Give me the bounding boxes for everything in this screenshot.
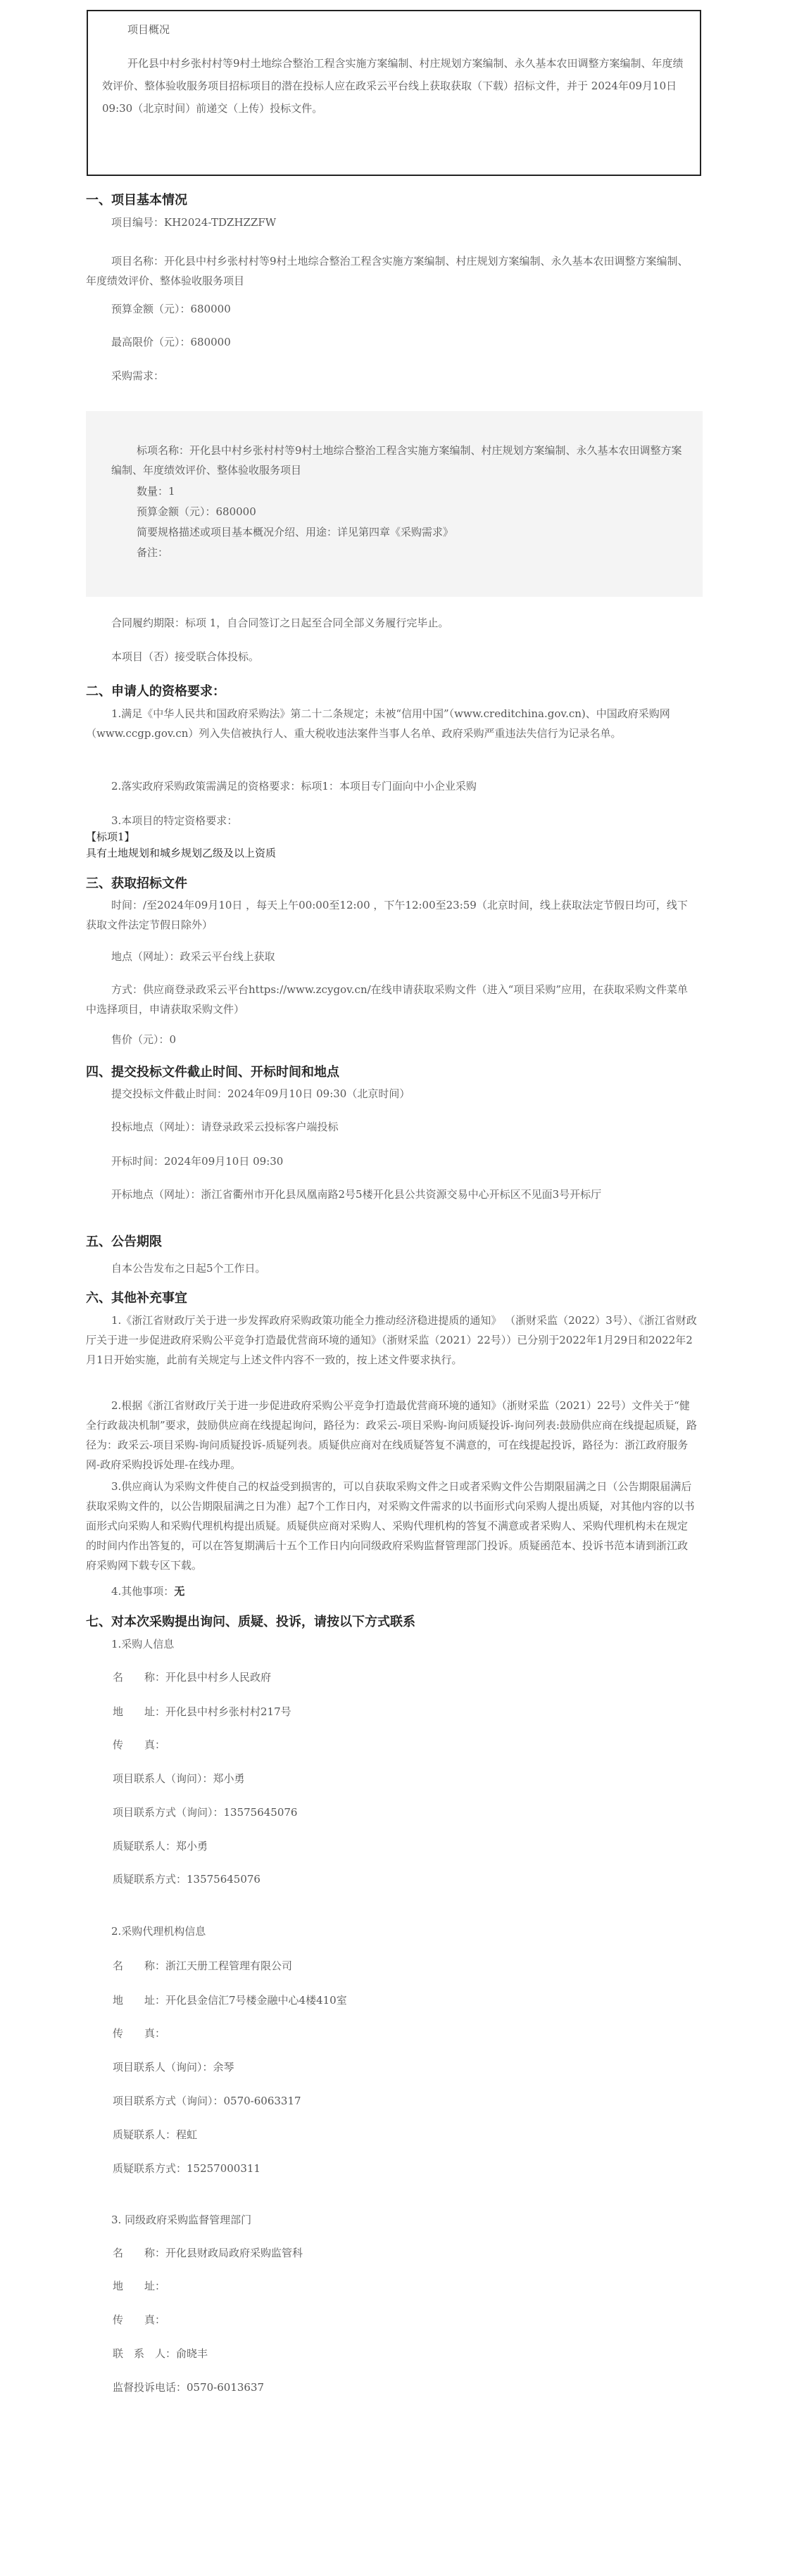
- lot-tag: 【标项1】: [86, 831, 135, 843]
- contract-period: 合同履约期限：标项 1，自合同签订之日起至合同全部义务履行完毕止。: [111, 617, 449, 629]
- qualification-item-3: 3.本项目的特定资格要求：: [111, 814, 238, 827]
- qualification-item-1: 1.满足《中华人民共和国政府采购法》第二十二条规定；未被“信用中国”（www.creditchina.gov.cn)、中国政府采购网（www.ccgp.gov.cn）列入失信被执行人、重大税收违法案件当事人名单、政府采购严重违法失信行为记录名单。: [86, 707, 670, 740]
- document-method: 方式：供应商登录政采云平台https://www.zcygov.cn/在线申请获取采购文件（进入“项目采购”应用，在获取采购文件菜单中选择项目，申请获取采购文件）: [86, 983, 689, 1016]
- section-heading-7: 七、对本次采购提出询问、质疑、投诉，请按以下方式联系: [86, 1615, 415, 1629]
- section-heading-4: 四、提交投标文件截止时间、开标时间和地点: [86, 1065, 339, 1080]
- supplement-4-label: 4.其他事项：: [111, 1585, 175, 1598]
- document-place: 地点（网址）：政采云平台线上获取: [111, 950, 275, 963]
- agent-fax: 传 真：: [113, 2027, 166, 2040]
- section-heading-5: 五、公告期限: [86, 1235, 162, 1249]
- supplement-4: [86, 1581, 697, 1601]
- opening-time: 开标时间：2024年09月10日 09:30: [111, 1155, 284, 1168]
- section-heading-3: 三、获取招标文件: [86, 876, 187, 891]
- budget-amount: 预算金额（元）：680000: [111, 303, 231, 315]
- buyer-address: 地 址：开化县中村乡张村村217号: [113, 1705, 291, 1718]
- lot-brief: 简要规格描述或项目基本概况介绍、用途：详见第四章《采购需求》: [137, 526, 454, 538]
- agent-question-phone: 质疑联系方式：15257000311: [113, 2162, 260, 2175]
- project-number: 项目编号：KH2024-TDZHZZFW: [111, 216, 277, 229]
- submission-deadline: 提交投标文件截止时间：2024年09月10日 09:30（北京时间）: [111, 1087, 410, 1100]
- agent-question-contact: 质疑联系人：程虹: [113, 2128, 198, 2141]
- buyer-question-phone: 质疑联系方式：13575645076: [113, 1873, 260, 1886]
- lot-budget: 预算金额（元）：680000: [137, 505, 256, 518]
- lot-specific-requirement: 具有土地规划和城乡规划乙级及以上资质: [86, 847, 277, 859]
- section-heading-2: 二、申请人的资格要求：: [86, 684, 225, 699]
- qualification-item-2: 2.落实政府采购政策需满足的资格要求：标项1：本项目专门面向中小企业采购: [111, 780, 477, 793]
- agent-name: 名 称：浙江天册工程管理有限公司: [113, 1959, 293, 1972]
- consortium-note: 本项目（否）接受联合体投标。: [111, 650, 260, 663]
- agent-address: 地 址：开化县金信汇7号楼金融中心4楼410室: [113, 1994, 347, 2007]
- gov-dept-contact: 联 系 人：俞晓丰: [113, 2347, 208, 2360]
- gov-dept-fax: 传 真：: [113, 2313, 166, 2326]
- supplement-2: 2.根据《浙江省财政厅关于进一步促进政府采购公平竞争打造最优营商环境的通知》（浙财采监（2021）22号）文件关于“健全行政裁决机制”要求，鼓励供应商在线提起询问，路径为：政采云-项目采购-询问质疑投诉-询问列表:鼓励供应商在线提起质疑，路径为：政采云-项目采购-询问质疑投诉-质疑列表。质疑供应商对在线质疑答复不满意的，可在线提起投诉，路径为：浙江政府服务网-政府采购投诉处理-在线办理。: [86, 1399, 697, 1471]
- supplement-1: 1.《浙江省财政厅关于进一步发挥政府采购政策功能全力推动经济稳进提质的通知》 （浙财采监（2022）3号）、《浙江省财政厅关于进一步促进政府采购公平竞争打造最优营商环境的通知》（浙财采监（2021）22号））已分别于2022年1月29日和2022年2月1日开始实施，此前有关规定与上述文件内容不一致的，按上述文件要求执行。: [86, 1314, 697, 1366]
- gov-dept-phone: 监督投诉电话：0570-6013637: [113, 2381, 265, 2394]
- supplement-3: 3.供应商认为采购文件使自己的权益受到损害的，可以自获取采购文件之日或者采购文件公告期限届满之日（公告期限届满后获取采购文件的，以公告期限届满之日为准）起7个工作日内，对采购文件需求的以书面形式向采购人提出质疑，对其他内容的以书面形式向采购人和采购代理机构提出质疑。质疑供应商对采购人、采购代理机构的答复不满意或者采购人、采购代理机构未在规定的时间内作出答复的，可以在答复期满后十五个工作日内向同级政府采购监督管理部门投诉。质疑函范本、投诉书范本请到浙江政府采购网下载专区下载。: [86, 1480, 695, 1572]
- summary-title: 项目概况: [127, 23, 170, 36]
- buyer-contact: 项目联系人（询问）：郑小勇: [113, 1772, 245, 1785]
- gov-dept-name: 名 称：开化县财政局政府采购监管科: [113, 2247, 303, 2259]
- gov-dept-title: 3. 同级政府采购监督管理部门: [111, 2214, 252, 2226]
- section-heading-6: 六、其他补充事宜: [86, 1291, 187, 1306]
- procurement-demand-label: 采购需求：: [111, 370, 165, 382]
- lot-quantity: 数量：1: [137, 485, 175, 498]
- section-heading-1: 一、项目基本情况: [86, 193, 187, 208]
- submission-place: 投标地点（网址）：请登录政采云投标客户端投标: [111, 1120, 339, 1133]
- notice-period: 自本公告发布之日起5个工作日。: [111, 1262, 266, 1275]
- agent-info-title: 2.采购代理机构信息: [111, 1925, 206, 1938]
- document-price: 售价（元）：0: [111, 1033, 177, 1046]
- agent-contact: 项目联系人（询问）：余琴: [113, 2061, 234, 2073]
- document-time: 时间：/至2024年09月10日 ，每天上午00:00至12:00 ，下午12:00至23:59（北京时间，线上获取法定节假日均可，线下获取文件法定节假日除外）: [86, 899, 688, 931]
- agent-phone: 项目联系方式（询问）：0570-6063317: [113, 2095, 301, 2107]
- project-summary-box: [87, 10, 701, 176]
- project-name: 项目名称：开化县中村乡张村村等9村土地综合整治工程含实施方案编制、村庄规划方案编制、永久基本农田调整方案编制、年度绩效评价、整体验收服务项目: [86, 255, 689, 287]
- gov-dept-address: 地 址：: [113, 2280, 166, 2292]
- buyer-question-contact: 质疑联系人：郑小勇: [113, 1840, 208, 1852]
- lot-remark: 备注：: [137, 546, 169, 559]
- max-price: 最高限价（元）：680000: [111, 336, 231, 348]
- supplement-4-value: 无: [174, 1585, 185, 1598]
- buyer-name: 名 称：开化县中村乡人民政府: [113, 1671, 272, 1684]
- buyer-phone: 项目联系方式（询问）：13575645076: [113, 1806, 298, 1819]
- summary-text: 开化县中村乡张村村等9村土地综合整治工程含实施方案编制、村庄规划方案编制、永久基本农田调整方案编制、年度绩效评价、整体验收服务项目招标项目的潜在投标人应在政采云平台线上获取获取（下载）招标文件，并于 2024年09月10日 09:30（北京时间）前递交（上传）投标文件。: [102, 57, 684, 115]
- lot-name: 标项名称：开化县中村乡张村村等9村土地综合整治工程含实施方案编制、村庄规划方案编制、永久基本农田调整方案编制、年度绩效评价、整体验收服务项目: [111, 444, 682, 476]
- opening-place: 开标地点（网址）：浙江省衢州市开化县凤凰南路2号5楼开化县公共资源交易中心开标区不见面3号开标厅: [111, 1188, 602, 1201]
- buyer-fax: 传 真：: [113, 1738, 166, 1751]
- buyer-info-title: 1.采购人信息: [111, 1638, 175, 1650]
- lot-info-box: [86, 411, 703, 597]
